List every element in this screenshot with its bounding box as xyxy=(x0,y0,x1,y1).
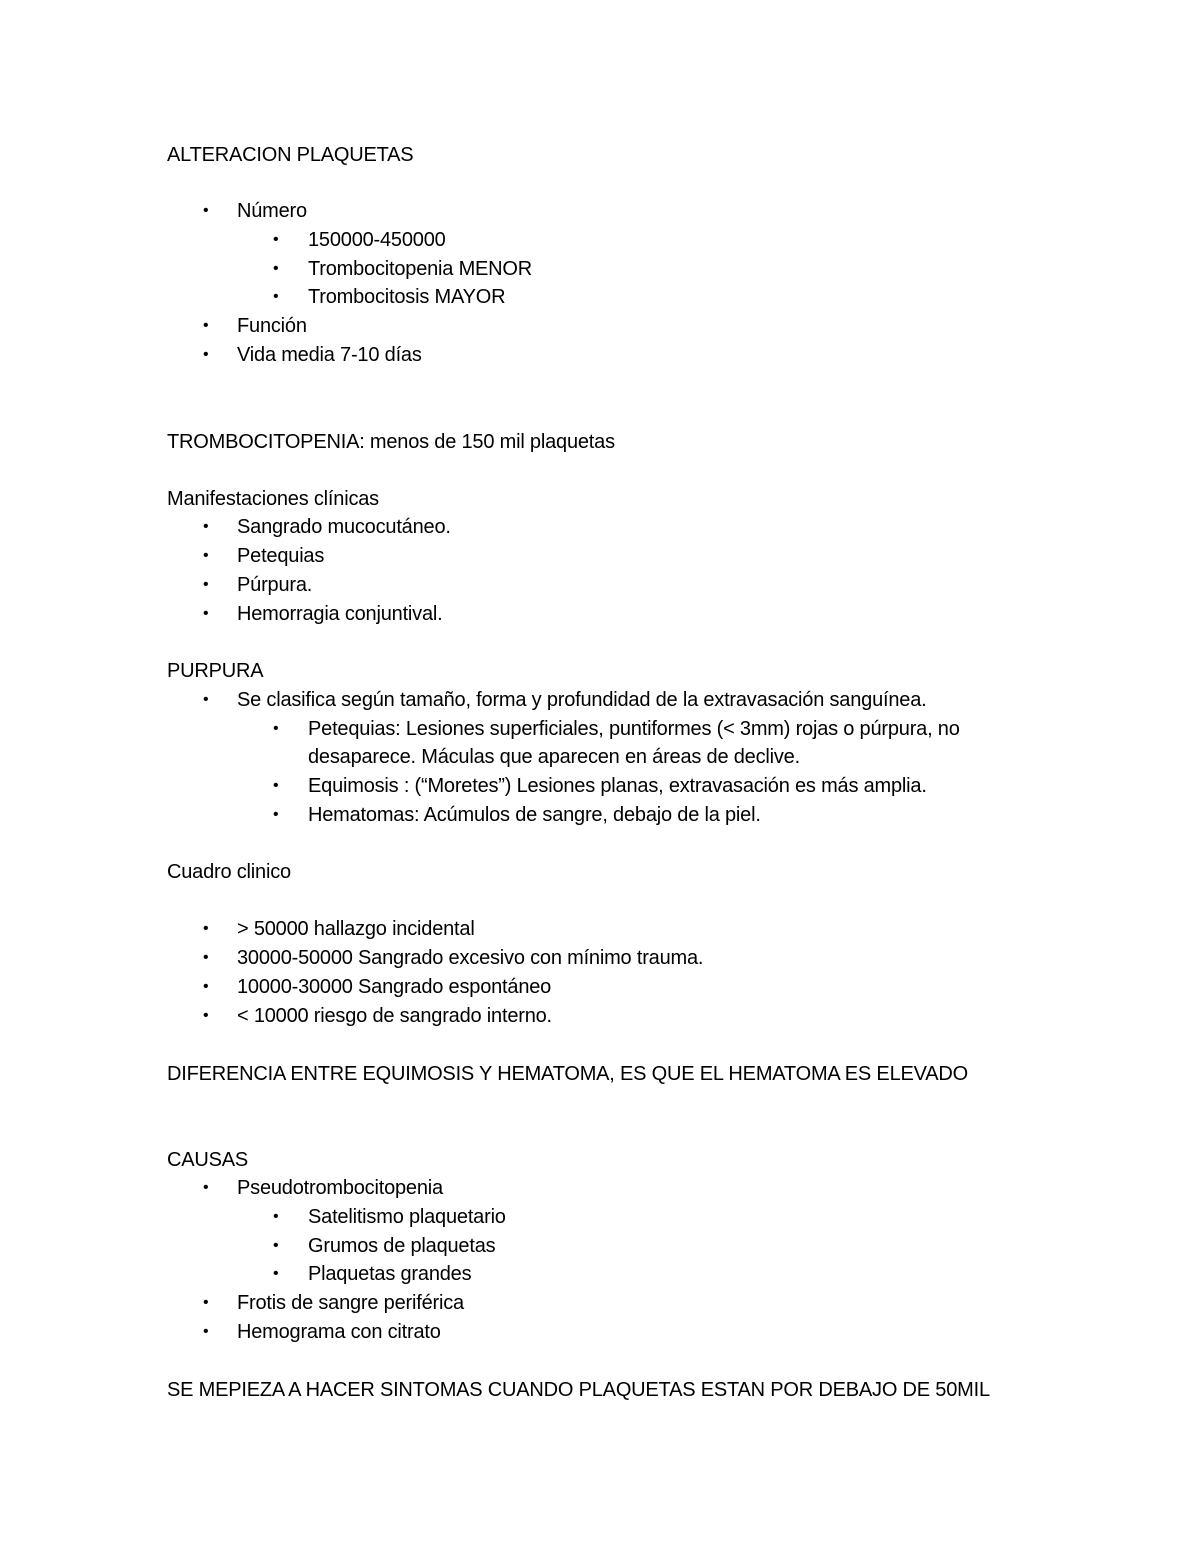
bullet-icon: • xyxy=(203,317,209,334)
sub-list-item-petequias-cont: desaparece. Máculas que aparecen en áreas de declive. xyxy=(308,746,800,768)
section-title-manifestaciones: Manifestaciones clínicas xyxy=(167,488,379,510)
bullet-icon: • xyxy=(203,1007,209,1024)
sub-list-item: 150000-450000 xyxy=(308,229,446,251)
list-item: Se clasifica según tamaño, forma y profundidad de la extravasación sanguínea. xyxy=(237,689,927,711)
bullet-icon: • xyxy=(273,720,279,737)
list-item: 30000-50000 Sangrado excesivo con mínimo trauma. xyxy=(237,947,704,969)
trombocitopenia-definition: TROMBOCITOPENIA: menos de 150 mil plaquetas xyxy=(167,431,615,453)
list-item-vida-media: Vida media 7-10 días xyxy=(237,344,422,366)
list-item: Hemorragia conjuntival. xyxy=(237,603,443,625)
list-item-numero: Número xyxy=(237,200,307,222)
list-item: Hemograma con citrato xyxy=(237,1321,441,1343)
bullet-icon: • xyxy=(273,777,279,794)
bullet-icon: • xyxy=(203,547,209,564)
bullet-icon: • xyxy=(203,605,209,622)
section-title-causas: CAUSAS xyxy=(167,1149,249,1171)
sub-list-item: Plaquetas grandes xyxy=(308,1263,472,1285)
bullet-icon: • xyxy=(273,1208,279,1225)
bullet-icon: • xyxy=(273,231,279,248)
bullet-icon: • xyxy=(203,346,209,363)
bullet-icon: • xyxy=(273,288,279,305)
bullet-icon: • xyxy=(203,1179,209,1196)
section-title-cuadro: Cuadro clinico xyxy=(167,861,291,883)
list-item: Sangrado mucocutáneo. xyxy=(237,516,451,538)
list-item: < 10000 riesgo de sangrado interno. xyxy=(237,1005,552,1027)
bullet-icon: • xyxy=(273,806,279,823)
sub-list-item-equimosis: Equimosis : (“Moretes”) Lesiones planas, extravasación es más amplia. xyxy=(308,775,927,797)
list-item: Petequias xyxy=(237,545,325,567)
bullet-icon: • xyxy=(203,978,209,995)
sub-list-item: Satelitismo plaquetario xyxy=(308,1206,506,1228)
diferencia-note: DIFERENCIA ENTRE EQUIMOSIS Y HEMATOMA, ES QUE EL HEMATOMA ES ELEVADO xyxy=(167,1063,969,1085)
list-item-funcion: Función xyxy=(237,315,307,337)
bullet-icon: • xyxy=(203,202,209,219)
bullet-icon: • xyxy=(203,691,209,708)
bullet-icon: • xyxy=(203,949,209,966)
bullet-icon: • xyxy=(273,260,279,277)
sub-list-item-petequias: Petequias: Lesiones superficiales, puntiformes (< 3mm) rojas o púrpura, no xyxy=(308,718,960,740)
sub-list-item-hematomas: Hematomas: Acúmulos de sangre, debajo de la piel. xyxy=(308,804,761,826)
bullet-icon: • xyxy=(203,576,209,593)
sub-list-item: Trombocitosis MAYOR xyxy=(308,286,506,308)
final-note: SE MEPIEZA A HACER SINTOMAS CUANDO PLAQUETAS ESTAN POR DEBAJO DE 50MIL xyxy=(167,1379,990,1401)
bullet-icon: • xyxy=(203,920,209,937)
bullet-icon: • xyxy=(273,1265,279,1282)
bullet-icon: • xyxy=(203,1323,209,1340)
section-title-purpura: PURPURA xyxy=(167,660,264,682)
bullet-icon: • xyxy=(273,1237,279,1254)
list-item-pseudo: Pseudotrombocitopenia xyxy=(237,1177,443,1199)
section-title-alteracion: ALTERACION PLAQUETAS xyxy=(167,144,414,166)
bullet-icon: • xyxy=(203,1294,209,1311)
list-item: 10000-30000 Sangrado espontáneo xyxy=(237,976,552,998)
sub-list-item: Trombocitopenia MENOR xyxy=(308,258,533,280)
sub-list-item: Grumos de plaquetas xyxy=(308,1235,496,1257)
list-item: Frotis de sangre periférica xyxy=(237,1292,464,1314)
list-item: Púrpura. xyxy=(237,574,313,596)
list-item: > 50000 hallazgo incidental xyxy=(237,918,475,940)
bullet-icon: • xyxy=(203,518,209,535)
